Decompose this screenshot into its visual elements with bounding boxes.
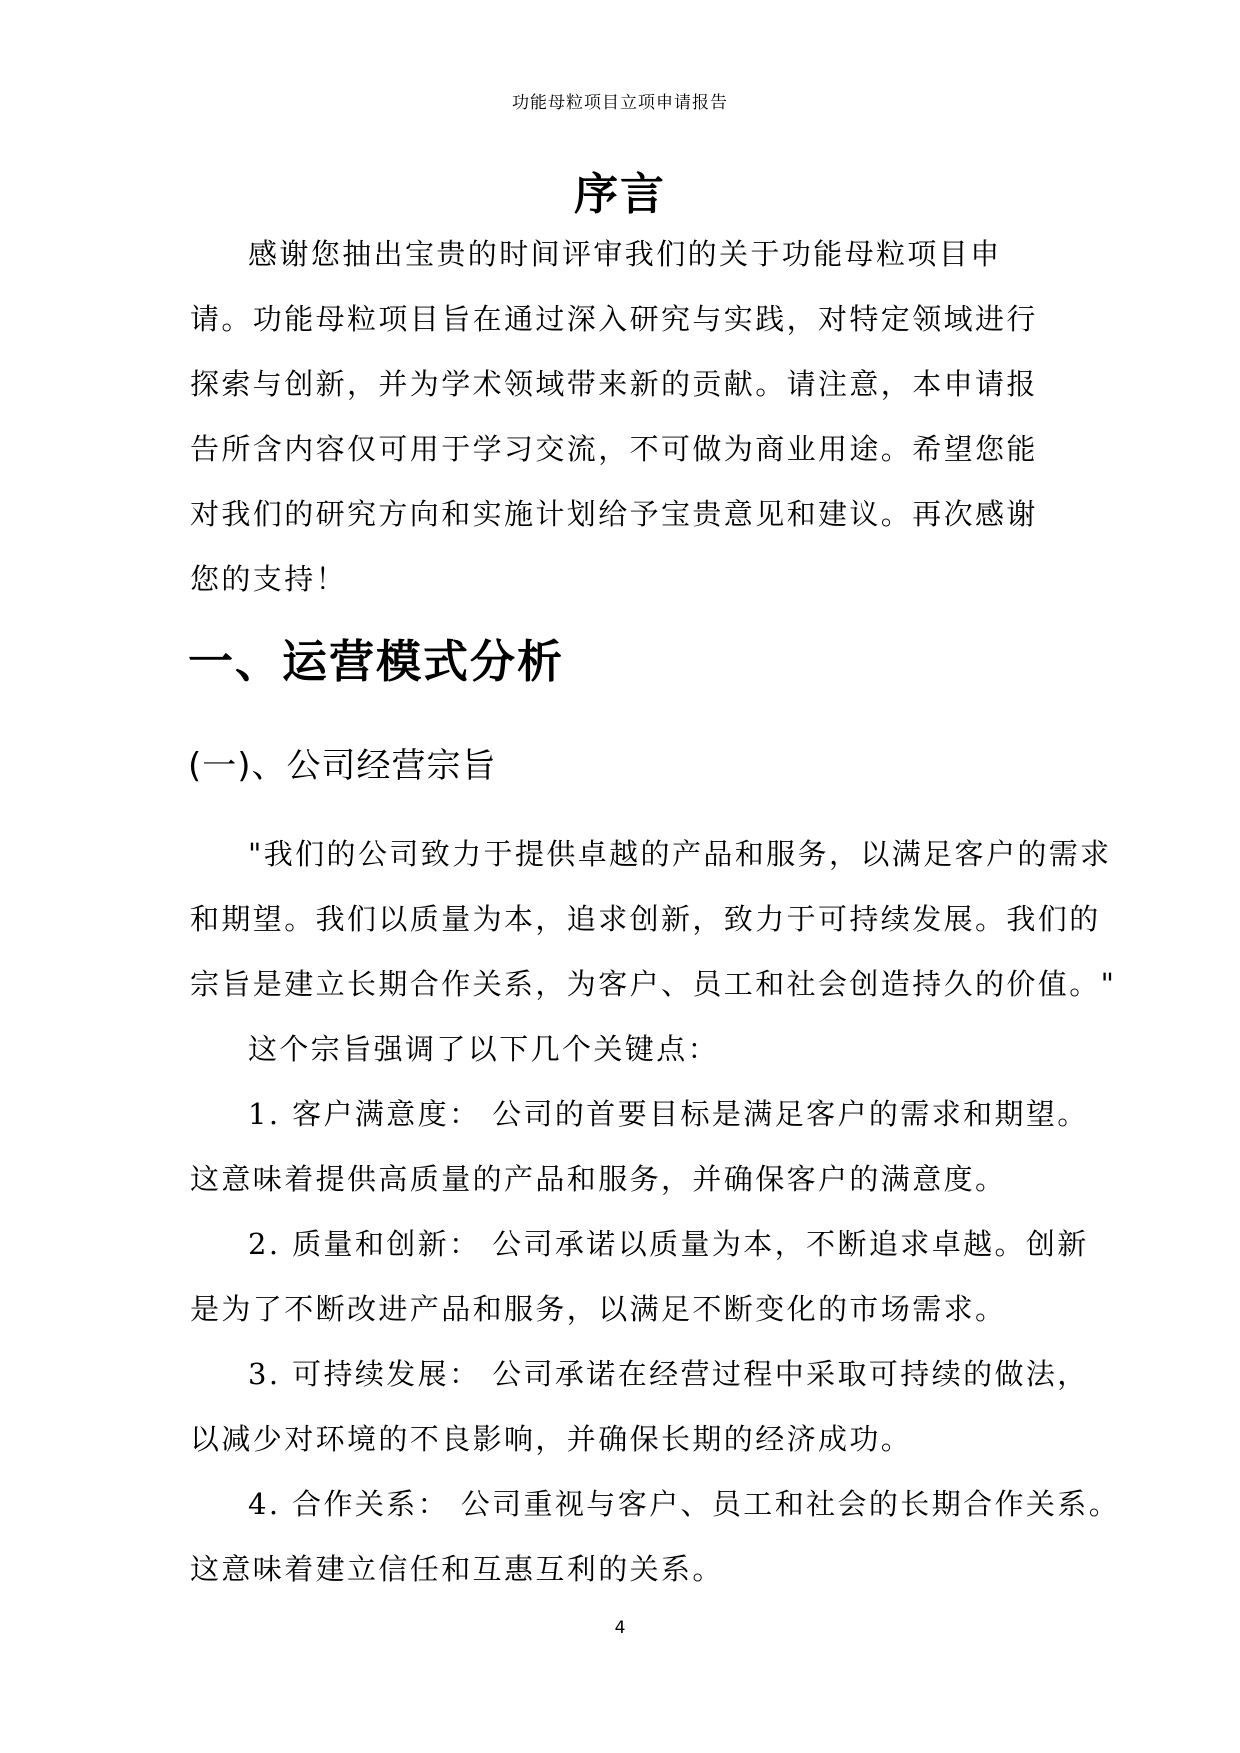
list-item-2-continued: 是为了不断改进产品和服务，以满足不断变化的市场需求。 — [190, 1292, 1007, 1326]
preface-paragraph: 感谢您抽出宝贵的时间评审我们的关于功能母粒项目申请。功能母粒项目旨在通过深入研究与实践，对特定领域进行探索与创新，并为学术领域带来新的贡献。请注意，本申请报告所含内容仅可用于学习交流，不可做为商业用途。希望您能对我们的研究方向和实施计划给予宝贵意见和建议。再次感谢您的支持！ — [190, 237, 1038, 596]
list-item-3: 3. 可持续发展： 公司承诺在经营过程中采取可持续的做法， — [248, 1357, 1089, 1391]
list-item-4: 4. 合作关系： 公司重视与客户、员工和社会的长期合作关系。 — [248, 1487, 1121, 1521]
body-line: 和期望。我们以质量为本，追求创新，致力于可持续发展。我们的 — [190, 902, 1101, 936]
preface-title: 序言 — [574, 169, 666, 220]
list-item-3-continued: 以减少对环境的不良影响，并确保长期的经济成功。 — [190, 1422, 913, 1456]
page-number: 4 — [614, 1618, 626, 1638]
body-line: 宗旨是建立长期合作关系，为客户、员工和社会创造持久的价值。" — [190, 967, 1117, 1001]
list-item-1: 1. 客户满意度： 公司的首要目标是满足客户的需求和期望。 — [248, 1097, 1089, 1131]
body-line: 这个宗旨强调了以下几个关键点： — [248, 1032, 720, 1066]
list-item-4-continued: 这意味着建立信任和互惠互利的关系。 — [190, 1552, 724, 1586]
list-item-2: 2. 质量和创新： 公司承诺以质量为本，不断追求卓越。创新 — [248, 1227, 1089, 1261]
running-header: 功能母粒项目立项申请报告 — [512, 93, 728, 113]
subsection-heading: (一)、公司经营宗旨 — [188, 746, 497, 786]
section-heading: 一、运营模式分析 — [188, 635, 565, 688]
list-item-1-continued: 这意味着提供高质量的产品和服务，并确保客户的满意度。 — [190, 1162, 1007, 1196]
body-line: "我们的公司致力于提供卓越的产品和服务，以满足客户的需求 — [248, 837, 1112, 871]
